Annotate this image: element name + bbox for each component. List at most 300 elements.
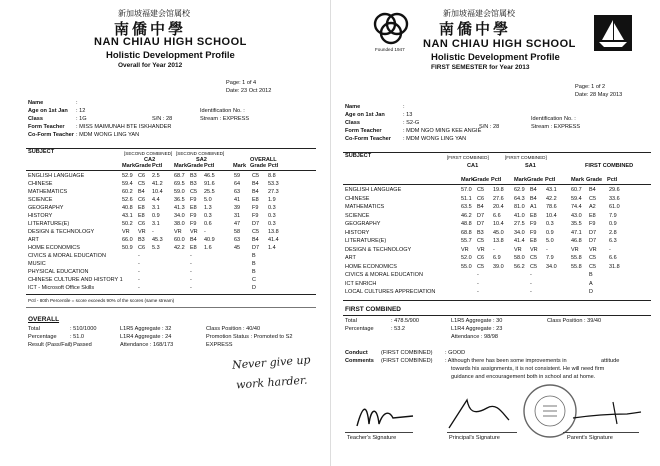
table-cell: VR <box>571 246 579 253</box>
table-cell: 41.3 <box>174 205 185 211</box>
table-cell: B <box>252 269 256 275</box>
table-cell: 56.2 <box>514 263 525 270</box>
table-cell: 78.6 <box>546 204 557 210</box>
column-subheader: Mark <box>461 177 475 183</box>
subject-name: ENGLISH LANGUAGE <box>28 173 85 179</box>
subject-name: CHINESE <box>28 181 53 187</box>
table-cell: B4 <box>530 195 537 202</box>
report-card-2013 <box>330 0 660 466</box>
table-row <box>0 276 322 284</box>
table-cell: E8 <box>190 205 197 211</box>
comments-label: Comments <box>345 358 374 364</box>
subject-name: DESIGN & TECHNOLOGY <box>345 246 412 253</box>
table-cell: - <box>190 253 192 259</box>
first-combined-heading: FIRST COMBINED <box>345 306 401 313</box>
subject-name: CIVICS & MORAL EDUCATION <box>345 272 423 278</box>
table-cell: 19.8 <box>493 187 504 193</box>
table-cell: 55.7 <box>461 238 472 244</box>
table-cell: 59.0 <box>174 189 185 195</box>
report-date: Date: 28 May 2013 <box>575 92 623 98</box>
subject-name: LOCAL CULTURES APPRECIATION <box>345 289 436 295</box>
subject-name: ICT ENRICH <box>345 280 377 287</box>
column-subheader: Mark <box>174 163 188 169</box>
column-group-note: [SECOND COMBINED] <box>176 151 225 156</box>
table-row <box>0 188 322 196</box>
column-group-title: OVERALL <box>250 157 277 163</box>
table-cell: VR <box>514 246 522 253</box>
table-cell: D7 <box>589 238 597 244</box>
info-value: : MDM WONG LING YAN <box>76 132 140 138</box>
subject-name: CIVICS & MORAL EDUCATION <box>28 253 106 259</box>
table-cell: 41.2 <box>152 181 163 187</box>
table-cell: 55.8 <box>571 255 582 261</box>
table-cell: 59 <box>234 173 241 179</box>
table-cell: 55.0 <box>461 263 472 270</box>
table-cell: A <box>589 280 593 287</box>
principal-signature-mark <box>443 396 515 434</box>
subject-name: HISTORY <box>28 213 53 219</box>
table-cell: - <box>190 285 192 291</box>
table-cell: 46.5 <box>204 173 215 179</box>
info-label: Co-Form Teacher <box>28 132 74 138</box>
table-cell: 41.4 <box>268 237 279 243</box>
table-cell: 42.2 <box>546 195 557 202</box>
profile-period: Overall for Year 2012 <box>118 62 183 69</box>
table-cell: D <box>589 289 593 295</box>
table-cell: VR <box>138 229 146 235</box>
table-cell: 59.4 <box>571 195 582 202</box>
table-cell: 57.0 <box>461 187 472 193</box>
column-subheader: Pctl <box>152 163 163 169</box>
subject-name: CHINESE <box>345 195 370 202</box>
subject-header: SUBJECT <box>28 149 55 155</box>
table-cell: 25.5 <box>204 189 215 195</box>
table-cell: 52.0 <box>461 255 472 261</box>
summary-field: Result (Pass/Fail) <box>28 342 73 348</box>
summary-field: : 478.5/900 <box>391 318 419 324</box>
table-cell: - <box>138 261 140 267</box>
summary-field: L1R5 Aggregate : 32 <box>120 326 172 332</box>
school-affiliation-cn: 新加坡福建会馆属校 <box>443 9 515 18</box>
school-crest-cn: 南僑中學 <box>439 20 512 38</box>
teacher-signature-mark <box>353 398 425 432</box>
table-cell: F9 <box>589 221 596 227</box>
info-value: : MDM NGO MING KEE ANGIE <box>403 128 482 134</box>
subject-name: MATHEMATICS <box>345 204 385 210</box>
table-row <box>0 284 322 292</box>
table-cell: C5 <box>530 255 538 261</box>
table-cell: 6.6 <box>493 212 501 219</box>
table-cell: - <box>530 272 532 278</box>
table-cell: VR <box>477 246 485 253</box>
column-subheader: Mark <box>233 163 247 169</box>
table-cell: 10.4 <box>493 221 504 227</box>
table-cell: B4 <box>252 237 259 243</box>
subject-name: SCIENCE <box>345 212 370 219</box>
table-cell: E8 <box>190 245 197 251</box>
table-cell: 0.3 <box>268 205 276 211</box>
table-cell: D <box>252 285 256 291</box>
table-row <box>331 263 660 271</box>
column-group-title: CA1 <box>467 163 479 169</box>
table-row <box>0 180 322 188</box>
table-cell: 81.0 <box>514 204 525 210</box>
table-cell: 64 <box>234 181 241 187</box>
table-row <box>0 244 322 252</box>
table-cell: VR <box>589 246 597 253</box>
info-label: Name <box>345 104 361 110</box>
table-cell: 52.6 <box>122 197 133 203</box>
table-cell: C5 <box>530 263 538 270</box>
table-cell: 34.0 <box>514 229 525 236</box>
table-cell: 34.0 <box>174 213 185 219</box>
table-row <box>0 220 322 228</box>
table-cell: C5 <box>589 195 597 202</box>
subject-name: GEOGRAPHY <box>28 205 64 211</box>
column-subheader: Pctl <box>204 163 215 169</box>
column-subheader: Mark <box>514 177 528 183</box>
table-cell: 64.3 <box>514 195 525 202</box>
table-cell: 50.2 <box>122 221 133 227</box>
comments-line3: guidance and encouragement both in school and at home. <box>451 374 596 380</box>
table-row <box>0 260 322 268</box>
table-row <box>0 196 322 204</box>
overall-heading: OVERALL <box>28 316 60 323</box>
table-cell: C6 <box>477 195 485 202</box>
table-cell: - <box>138 253 140 259</box>
table-cell: 40.9 <box>204 237 215 243</box>
table-cell: - <box>530 280 532 287</box>
table-cell: F9 <box>252 213 259 219</box>
table-cell: B3 <box>477 229 484 236</box>
table-row <box>0 212 322 220</box>
table-cell: C6 <box>138 245 146 251</box>
table-cell: 27.3 <box>268 189 279 195</box>
subject-name: PHYSICAL EDUCATION <box>28 269 89 275</box>
table-cell: - <box>546 246 548 253</box>
table-row <box>0 268 322 276</box>
table-row <box>331 229 660 237</box>
summary-field: Class Position : 40/40 <box>206 326 261 332</box>
table-cell: 1.9 <box>268 197 276 203</box>
table-cell: 63.5 <box>461 204 472 210</box>
table-cell: 45 <box>234 245 241 251</box>
table-cell: 27.6 <box>493 195 504 202</box>
table-cell: C5 <box>252 229 260 235</box>
table-cell: 36.5 <box>174 197 185 203</box>
table-row <box>0 172 322 180</box>
column-subheader: Grade <box>187 163 204 169</box>
table-cell: 0.3 <box>268 213 276 219</box>
column-subheader: Pctl <box>545 177 556 183</box>
subject-header: SUBJECT <box>345 153 372 159</box>
sn: S/N : 28 <box>152 116 173 122</box>
stream: Stream : EXPRESS <box>531 124 581 130</box>
table-cell: B3 <box>190 181 197 187</box>
table-row <box>331 195 660 203</box>
founded-year: Founded 1947 <box>375 47 405 52</box>
table-cell: - <box>190 269 192 275</box>
table-row <box>0 204 322 212</box>
summary-field: : 510/1000 <box>70 326 97 332</box>
comments-line1: : Although there has been some improvements in <box>445 358 567 364</box>
summary-field: Total <box>28 326 40 332</box>
comments-attitude: attitude <box>601 358 620 364</box>
table-cell: 52.9 <box>122 173 133 179</box>
summary-field: : Passed <box>70 342 92 348</box>
info-label: Age on 1st Jan <box>28 108 68 114</box>
table-cell: - <box>530 289 532 295</box>
table-cell: 13.8 <box>268 229 279 235</box>
table-cell: 60.7 <box>571 187 582 193</box>
parent-signature-mark <box>567 398 651 432</box>
table-cell: 51.1 <box>461 195 472 202</box>
table-cell: 4.4 <box>152 197 160 203</box>
table-cell: B4 <box>190 237 197 243</box>
table-cell: C5 <box>477 187 485 193</box>
table-cell: B4 <box>252 189 259 195</box>
table-cell: 41 <box>234 197 241 203</box>
table-cell: B3 <box>190 173 197 179</box>
table-cell: 53.3 <box>268 181 279 187</box>
table-cell: 63 <box>234 237 241 243</box>
table-cell: 48.8 <box>461 221 472 227</box>
table-cell: 6.9 <box>493 255 501 261</box>
table-cell: 69.5 <box>174 181 185 187</box>
column-group-title: SA1 <box>525 163 536 169</box>
table-row <box>331 203 660 211</box>
column-subheader: Grade <box>250 163 267 169</box>
info-label: Co-Form Teacher <box>345 136 391 142</box>
table-cell: VR <box>530 246 538 253</box>
table-cell: 43.1 <box>122 213 133 219</box>
table-cell: - <box>138 269 140 275</box>
school-rings-logo <box>371 10 421 46</box>
table-cell: 43.1 <box>546 187 557 193</box>
summary-field: Attendance : 168/173 <box>120 342 174 348</box>
conduct-tag: (FIRST COMBINED) <box>381 350 433 356</box>
table-cell: 60.2 <box>122 189 133 195</box>
table-cell: C6 <box>138 221 146 227</box>
table-cell: 0.3 <box>546 221 554 227</box>
table-cell: 33.6 <box>609 195 620 202</box>
table-cell: - <box>477 280 479 287</box>
table-cell: D7 <box>477 221 485 227</box>
table-cell: - <box>190 261 192 267</box>
table-cell: 7.9 <box>609 212 617 219</box>
table-cell: C6 <box>138 173 146 179</box>
info-label: Class <box>28 116 43 122</box>
subject-name: CHINESE CULTURE AND HISTORY 1 <box>28 277 123 283</box>
table-cell: 1.4 <box>268 245 276 251</box>
table-cell: VR <box>122 229 130 235</box>
table-cell: 40.8 <box>122 205 133 211</box>
column-subheader: Pctl <box>268 163 279 169</box>
summary-field: : 53.2 <box>391 326 405 332</box>
school-affiliation-cn: 新加坡福建会馆属校 <box>118 9 190 18</box>
table-cell: C5 <box>589 255 597 261</box>
info-value: : S2-G <box>403 120 420 126</box>
subject-name: ART <box>28 237 39 243</box>
table-cell: B4 <box>589 187 596 193</box>
table-cell: 39.0 <box>493 263 504 270</box>
table-cell: 7.9 <box>546 255 554 261</box>
table-cell: B <box>589 272 593 278</box>
info-value: : 13 <box>403 112 413 118</box>
table-row <box>0 252 322 260</box>
table-cell: D7 <box>252 221 260 227</box>
table-cell: 0.9 <box>546 229 554 236</box>
subject-name: HOME ECONOMICS <box>345 263 397 270</box>
table-row <box>331 237 660 245</box>
column-subheader: Grade <box>527 177 544 183</box>
table-cell: 34.0 <box>546 263 557 270</box>
table-cell: VR <box>190 229 198 235</box>
table-row <box>0 228 322 236</box>
handwritten-comment-line2: work harder. <box>235 373 308 392</box>
table-cell: D7 <box>477 212 485 219</box>
table-cell: 46.8 <box>571 238 582 244</box>
table-cell: 47.1 <box>571 229 582 236</box>
table-cell: 47 <box>234 221 241 227</box>
summary-field: EXPRESS <box>206 342 233 348</box>
school-name: NAN CHIAU HIGH SCHOOL <box>94 36 247 48</box>
table-cell: 1.6 <box>204 245 212 251</box>
table-cell: F9 <box>190 221 197 227</box>
summary-field: Class Position : 39/40 <box>547 318 602 324</box>
conduct-value: : GOOD <box>445 350 466 356</box>
handwritten-comment-line1: Never give up <box>231 353 311 372</box>
principal-signature-label: Principal's Signature <box>449 435 500 441</box>
table-row <box>331 186 660 194</box>
profile-period: FIRST SEMESTER for Year 2013 <box>431 64 530 71</box>
table-cell: 3.1 <box>152 205 160 211</box>
table-cell: 66.0 <box>122 237 133 243</box>
table-cell: - <box>493 246 495 253</box>
info-value: : <box>76 100 78 106</box>
table-row <box>331 280 660 288</box>
table-cell: E8 <box>138 213 145 219</box>
column-subheader: Grade <box>135 163 152 169</box>
table-cell: E8 <box>589 212 596 219</box>
table-cell: 68.8 <box>461 229 472 236</box>
identification-no: Identification No. : <box>200 108 245 114</box>
table-cell: B4 <box>530 187 537 193</box>
table-cell: 63 <box>234 189 241 195</box>
column-subheader: Pctl <box>491 177 502 183</box>
school-name: NAN CHIAU HIGH SCHOOL <box>423 38 576 50</box>
summary-field: Attendance : 98/98 <box>451 334 498 340</box>
info-value: : 12 <box>76 108 86 114</box>
table-cell: 5.0 <box>204 197 212 203</box>
table-cell: 8.8 <box>268 173 276 179</box>
table-cell: 3.1 <box>152 221 160 227</box>
table-row <box>331 246 660 254</box>
page-number: Page: 1 of 2 <box>575 84 606 90</box>
subject-name: ICT - Microsoft Office Skills <box>28 285 95 291</box>
parent-signature-label: Parent's Signature <box>567 435 613 441</box>
table-cell: A1 <box>530 204 537 210</box>
table-cell: C <box>252 277 256 283</box>
table-cell: F9 <box>190 197 197 203</box>
table-cell: 0.9 <box>152 213 160 219</box>
table-cell: 58 <box>234 229 241 235</box>
table-cell: C5 <box>252 173 260 179</box>
column-subheader: Pctl <box>607 177 618 183</box>
table-cell: 42.2 <box>174 245 185 251</box>
info-value: : MDM WONG LING YAN <box>403 136 467 142</box>
table-row <box>331 220 660 228</box>
table-cell: 35.5 <box>571 221 582 227</box>
summary-field: L1R5 Aggregate : 30 <box>451 318 503 324</box>
table-cell: C5 <box>477 263 485 270</box>
table-cell: 38.0 <box>174 221 185 227</box>
subject-name: ENGLISH LANGUAGE <box>345 187 402 193</box>
table-row <box>331 254 660 262</box>
info-label: Class <box>345 120 360 126</box>
table-cell: F9 <box>190 213 197 219</box>
conduct-label: Conduct <box>345 350 368 356</box>
summary-field: Percentage <box>345 326 374 332</box>
info-value: : MISS MAIMUNAH BTE ISKHANDER <box>76 124 172 130</box>
table-cell: E8 <box>530 212 537 219</box>
subject-name: SCIENCE <box>28 197 53 203</box>
column-group-note: [SECOND COMBINED] <box>124 151 173 156</box>
table-row <box>0 236 322 244</box>
table-cell: C6 <box>477 255 485 261</box>
table-cell: 39 <box>234 205 241 211</box>
subject-name: LITERATURE(E) <box>345 238 387 244</box>
column-group-title: SA2 <box>196 157 207 163</box>
table-cell: 46.2 <box>461 212 472 219</box>
table-cell: 31.8 <box>609 263 620 270</box>
table-cell: 58.0 <box>514 255 525 261</box>
table-cell: VR <box>174 229 182 235</box>
info-label: Age on 1st Jan <box>345 112 385 118</box>
info-label: Name <box>28 100 44 106</box>
table-cell: B <box>252 261 256 267</box>
column-subheader: Mark <box>122 163 136 169</box>
table-cell: C5 <box>138 181 146 187</box>
comments-tag: (FIRST COMBINED) <box>381 358 433 364</box>
table-cell: A2 <box>589 204 596 210</box>
table-cell: B4 <box>138 189 145 195</box>
table-cell: 10.4 <box>546 212 557 219</box>
table-cell: 10.4 <box>152 189 163 195</box>
table-cell: 41.4 <box>514 238 525 244</box>
subject-name: MATHEMATICS <box>28 189 68 195</box>
subject-name: HISTORY <box>345 229 370 236</box>
table-cell: E8 <box>138 205 145 211</box>
table-cell: 59.4 <box>122 181 133 187</box>
table-cell: 29.6 <box>609 187 620 193</box>
summary-field: : 51.0 <box>70 334 84 340</box>
table-row <box>331 271 660 279</box>
table-cell: B4 <box>252 181 259 187</box>
table-cell: E8 <box>530 238 537 244</box>
table-cell: 0.6 <box>204 221 212 227</box>
subject-name: DESIGN & TECHNOLOGY <box>28 229 95 235</box>
column-group-note: [FIRST COMBINED] <box>505 155 547 160</box>
summary-field: Percentage <box>28 334 57 340</box>
table-cell: 1.3 <box>204 205 212 211</box>
table-cell: 5.3 <box>152 245 160 251</box>
table-cell: B <box>252 253 256 259</box>
table-cell: 6.6 <box>609 255 617 261</box>
teacher-signature-label: Teacher's Signature <box>347 435 397 441</box>
subject-name: GEOGRAPHY <box>345 221 381 227</box>
table-cell: C5 <box>477 238 485 244</box>
